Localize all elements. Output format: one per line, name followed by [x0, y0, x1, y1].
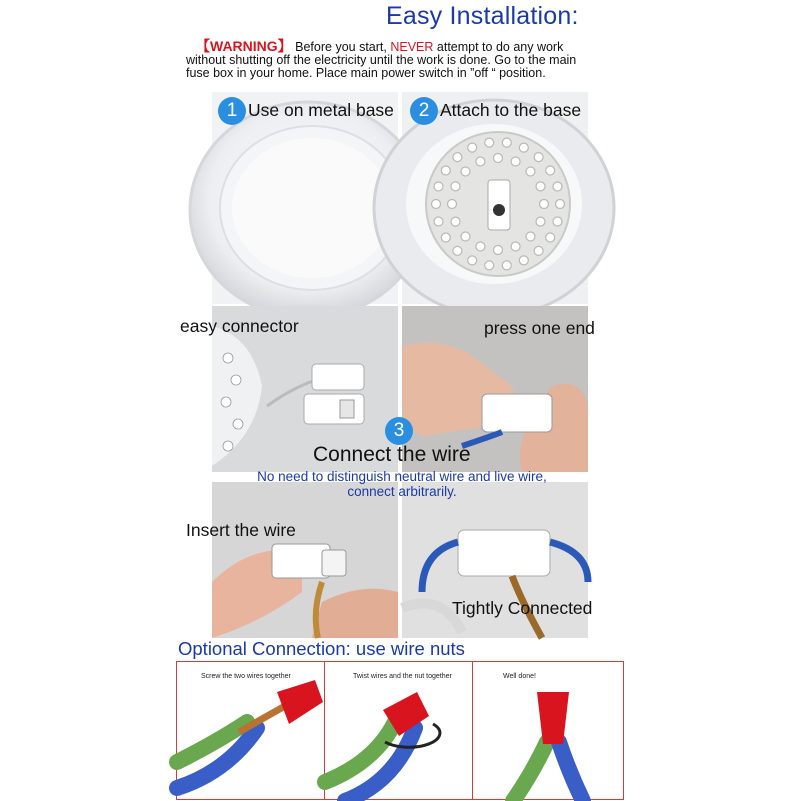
wiring-note — [222, 469, 582, 499]
insert-wire-photo — [186, 482, 398, 638]
warning-notice — [186, 40, 626, 80]
led-dot — [511, 157, 520, 166]
page-title: Easy Installation: — [386, 2, 579, 30]
led-dot — [494, 246, 503, 255]
led-dot — [451, 217, 460, 226]
warning-never: NEVER — [390, 40, 434, 54]
insert-illustration — [212, 482, 398, 638]
wire-nut-caption-1: Screw the two wires together — [201, 673, 291, 680]
metal-base-photo — [212, 92, 398, 304]
wire-nut-caption-3: Well done! — [503, 673, 536, 680]
warning-text-b: attempt to do any work — [433, 40, 564, 54]
wiring-note-line-1: No need to distinguish neutral wire and live wire, — [257, 469, 547, 484]
step-2-badge: 2 — [410, 97, 438, 125]
led-dot — [453, 153, 462, 162]
led-dot — [502, 138, 511, 147]
optional-connection-title: Optional Connection: use wire nuts — [178, 638, 465, 659]
warning-text-a: Before you start, — [291, 40, 391, 54]
attach-base-photo — [402, 92, 588, 304]
led-dot — [485, 261, 494, 270]
warning-line-2: without shutting off the electricity until the work is done. Go to the main — [186, 53, 577, 67]
metal-base-illustration — [212, 92, 398, 304]
led-dot — [441, 233, 450, 242]
step-3-badge: 3 — [385, 417, 413, 445]
wire-nut-panel-1 — [176, 661, 328, 800]
led-dot — [556, 200, 565, 209]
insert-wire-label: Insert the wire — [186, 520, 296, 540]
led-dot — [476, 157, 485, 166]
step-1-label: Use on metal base — [248, 100, 394, 120]
wire-nut-caption-2: Twist wires and the nut together — [353, 673, 452, 680]
led-dot — [451, 182, 460, 191]
led-dot — [526, 167, 535, 176]
led-dot — [546, 166, 555, 175]
led-dot — [494, 154, 503, 163]
step-3-label: Connect the wire — [313, 443, 471, 466]
step-2-label: Attach to the base — [440, 100, 582, 120]
led-dot — [485, 138, 494, 147]
led-dot — [519, 143, 528, 152]
led-dot — [461, 232, 470, 241]
led-dot — [540, 200, 549, 209]
wire-nut-panel-2 — [324, 661, 476, 800]
led-dot — [519, 256, 528, 265]
led-dot — [553, 217, 562, 226]
led-dot — [468, 143, 477, 152]
done-illustration — [473, 662, 625, 801]
tightly-connected-photo — [402, 482, 593, 638]
led-dot — [434, 182, 443, 191]
led-dot — [453, 246, 462, 255]
warning-line-3: fuse box in your home. Place main power switch in ”off “ position. — [186, 66, 546, 80]
press-one-end-label: press one end — [484, 318, 595, 338]
led-dot — [534, 153, 543, 162]
twist-nut-illustration — [325, 662, 477, 801]
led-dot — [441, 166, 450, 175]
led-dot — [526, 232, 535, 241]
easy-connector-label: easy connector — [180, 316, 299, 336]
led-dot — [536, 217, 545, 226]
led-dot — [502, 261, 511, 270]
wire-nut-panel-3 — [472, 661, 624, 800]
led-dot — [448, 200, 457, 209]
led-dot — [432, 200, 441, 209]
tightly-connected-label: Tightly Connected — [452, 598, 593, 618]
led-dot — [536, 182, 545, 191]
led-dot — [434, 217, 443, 226]
led-dot — [468, 256, 477, 265]
led-dot — [546, 233, 555, 242]
wiring-note-line-2: connect arbitrarily. — [347, 484, 457, 499]
led-dot — [461, 167, 470, 176]
led-module-illustration — [402, 92, 588, 304]
screw-wires-illustration — [177, 662, 329, 801]
led-dot — [511, 242, 520, 251]
warning-tag: 【WARNING】 — [196, 38, 292, 54]
led-dot — [534, 246, 543, 255]
step-1-badge: 1 — [218, 97, 246, 125]
led-dot — [553, 182, 562, 191]
led-dot — [476, 242, 485, 251]
